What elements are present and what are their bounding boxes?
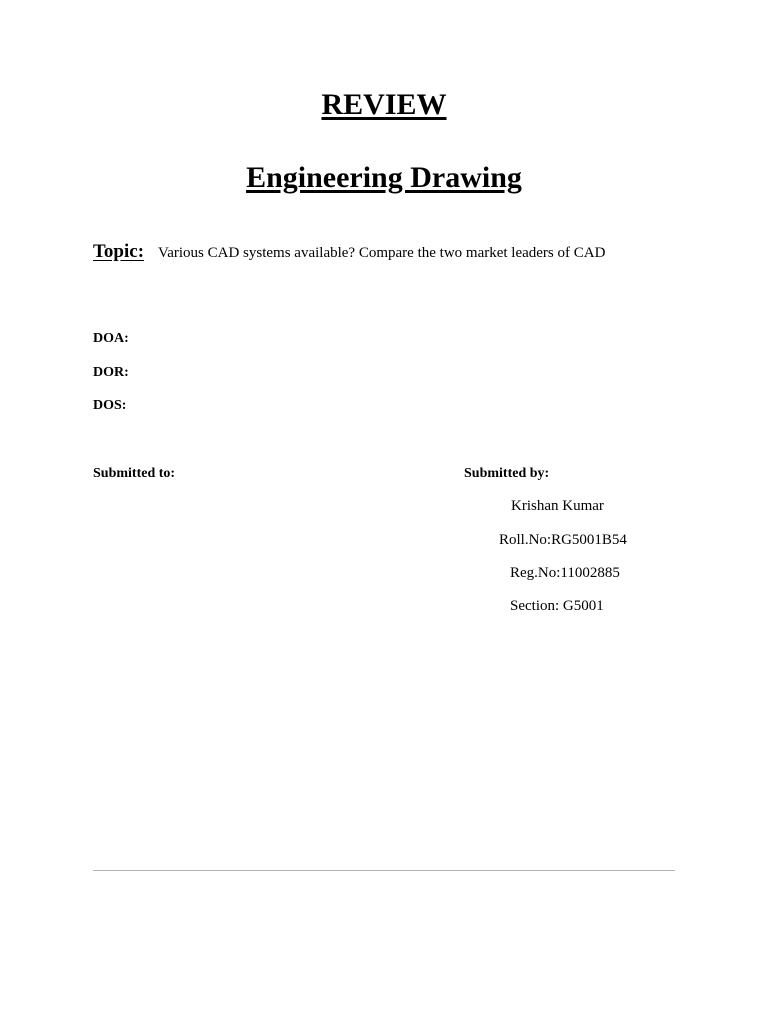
doa-label: DOA: bbox=[93, 331, 129, 346]
topic-row bbox=[93, 241, 605, 263]
dor-label: DOR: bbox=[93, 365, 129, 380]
subject-title: Engineering Drawing bbox=[246, 161, 522, 194]
topic-text: Various CAD systems available? Compare the two market leaders of CAD bbox=[158, 245, 606, 261]
document-title: REVIEW bbox=[321, 88, 447, 121]
topic-label: Topic: bbox=[93, 241, 145, 262]
student-name: Krishan Kumar bbox=[511, 498, 604, 514]
registration-number: Reg.No:11002885 bbox=[510, 565, 620, 581]
submitted-to-label: Submitted to: bbox=[93, 466, 176, 481]
dos-label: DOS: bbox=[93, 398, 127, 413]
roll-number: Roll.No:RG5001B54 bbox=[499, 532, 627, 548]
section-info: Section: G5001 bbox=[510, 598, 604, 614]
submitted-by-label: Submitted by: bbox=[464, 466, 550, 481]
footer-divider bbox=[93, 870, 675, 871]
